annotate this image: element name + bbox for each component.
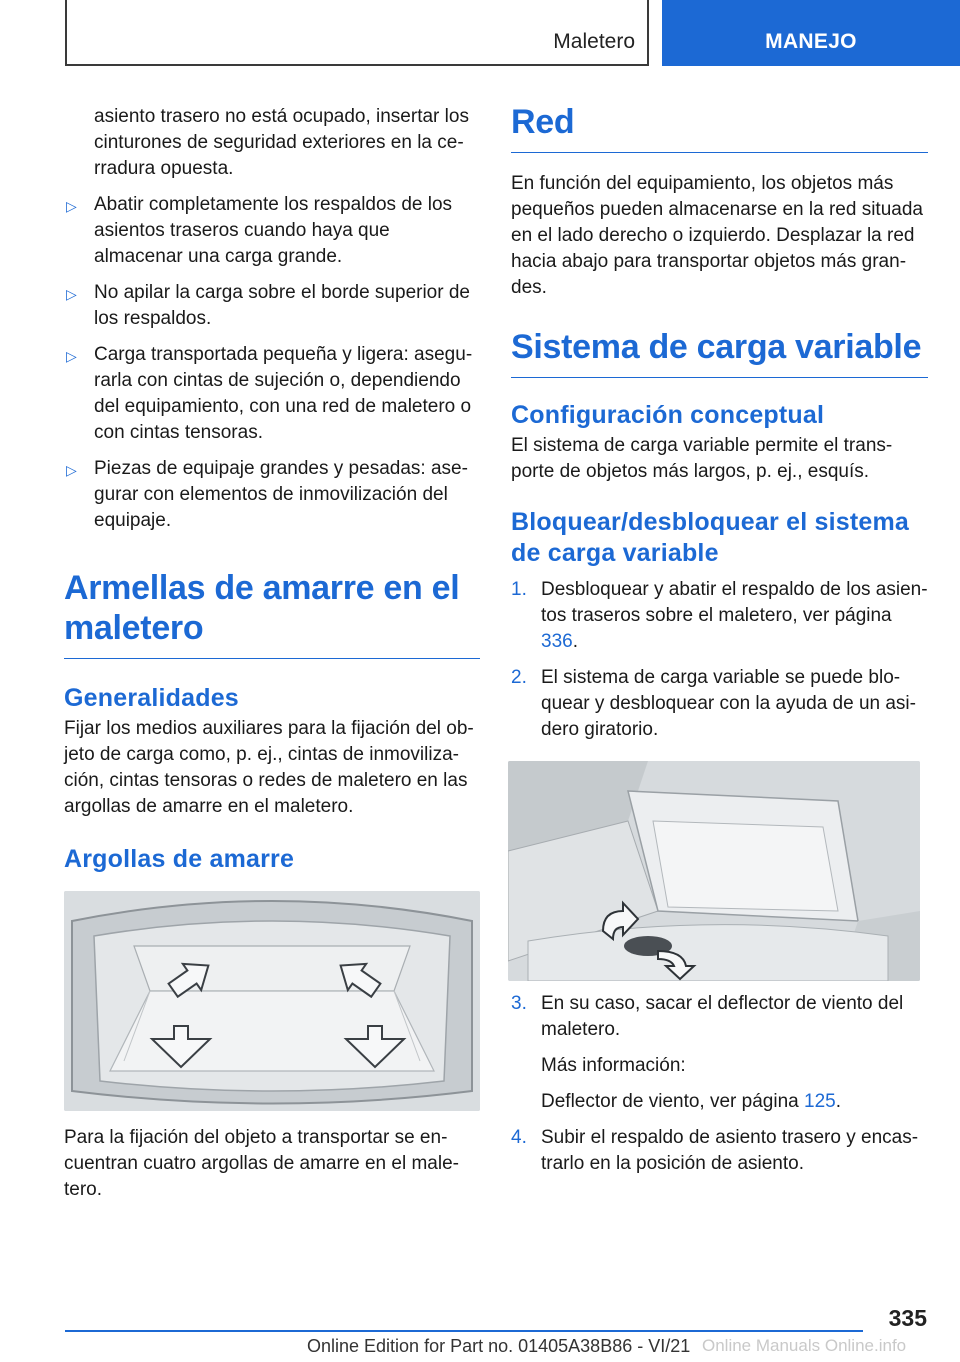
edition-text: Online Edition for Part no. 01405A38B86 - VI/21: [307, 1336, 691, 1356]
triangle-right-icon: ▷: [66, 198, 77, 214]
list-item: ▷ Carga transportada pequeña y ligera: asegurarla con cintas de sujeción o, dependiendo del equipamiento, con una red de maletero o con cintas tensoras.: [66, 344, 473, 443]
section-title: Maletero: [553, 30, 635, 53]
steps-list-continued: [511, 991, 928, 1177]
subheading-lock-unlock: Bloquear/desbloquear el sistema de carga variable: [511, 508, 909, 567]
triangle-right-icon: ▷: [66, 348, 77, 364]
rings-text: Para la fijación del objeto a transportar se encuentran cuatro argollas de amarre en el maletero.: [64, 1127, 459, 1200]
page-number: 335: [888, 1305, 927, 1331]
chapter-tab[interactable]: MANEJO: [662, 0, 960, 66]
page-link[interactable]: 125: [804, 1091, 836, 1112]
list-item: ▷ Abatir completamente los respaldos de los asientos traseros cuando haya que almacenar una carga grande.: [66, 194, 453, 267]
concept-text: El sistema de carga variable permite el transporte de objetos más largos, p. ej., esquís.: [511, 435, 893, 482]
page-link[interactable]: 336: [541, 631, 573, 652]
net-text: En función del equipamiento, los objetos más pequeños pueden almacenarse en la red situada en el lado derecho o izquierdo. Desplazar la red hacia abajo para transportar objetos más grandes.: [511, 173, 923, 298]
right-column: [511, 98, 928, 1177]
triangle-right-icon: ▷: [66, 462, 77, 478]
left-column: [64, 98, 480, 1203]
list-item: 2. El sistema de carga variable se puede bloquear y desbloquear con la ayuda de un asidero giratorio.: [511, 667, 916, 740]
heading-tie-down-rings: Armellas de amarre en el maletero: [64, 568, 480, 659]
header-frame: [65, 0, 649, 66]
footer-divider: [65, 1330, 863, 1332]
triangle-right-icon: ▷: [66, 286, 77, 302]
list-item: 4. Subir el respaldo de asiento trasero y encastrarlo en la posición de asiento.: [511, 1127, 919, 1174]
trunk-tie-down-rings-illustration: [64, 891, 480, 1111]
subheading-concept: Configuración conceptual: [511, 401, 825, 429]
trunk-illustration-svg: [64, 891, 480, 1111]
list-item: 3. En su caso, sacar el deflector de viento del maletero. Más información: Deflector de viento, ver página 125.: [511, 993, 904, 1112]
subheading-general: Generalidades: [64, 684, 239, 712]
list-item: ▷ No apilar la carga sobre el borde superior de los respaldos.: [66, 282, 470, 329]
general-text: Fijar los medios auxiliares para la fijación del objeto de carga como, p. ej., cintas de inmovilización, cintas tensoras o redes de maletero en las argollas de amarre en el maletero.: [64, 718, 474, 817]
list-item: ▷ Piezas de equipaje grandes y pesadas: asegurar con elementos de inmovilización del equipaje.: [66, 458, 468, 531]
heading-variable-load-system: Sistema de carga variable: [511, 327, 928, 378]
steps-list: [511, 577, 928, 743]
subheading-rings: Argollas de amarre: [64, 845, 295, 873]
rotary-handle-svg: [508, 761, 920, 981]
watermark-text: Online Manuals Online.info: [702, 1336, 907, 1355]
bullet-list: [64, 192, 480, 534]
intro-continuation: asiento trasero no está ocupado, insertar los cinturones de seguridad exteriores en la cerradura opuesta.: [94, 106, 469, 179]
rotary-handle-illustration: [508, 761, 920, 981]
list-item: 1. Desbloquear y abatir el respaldo de los asientos traseros sobre el maletero, ver página 336.: [511, 579, 928, 652]
heading-net: Red: [511, 102, 928, 153]
